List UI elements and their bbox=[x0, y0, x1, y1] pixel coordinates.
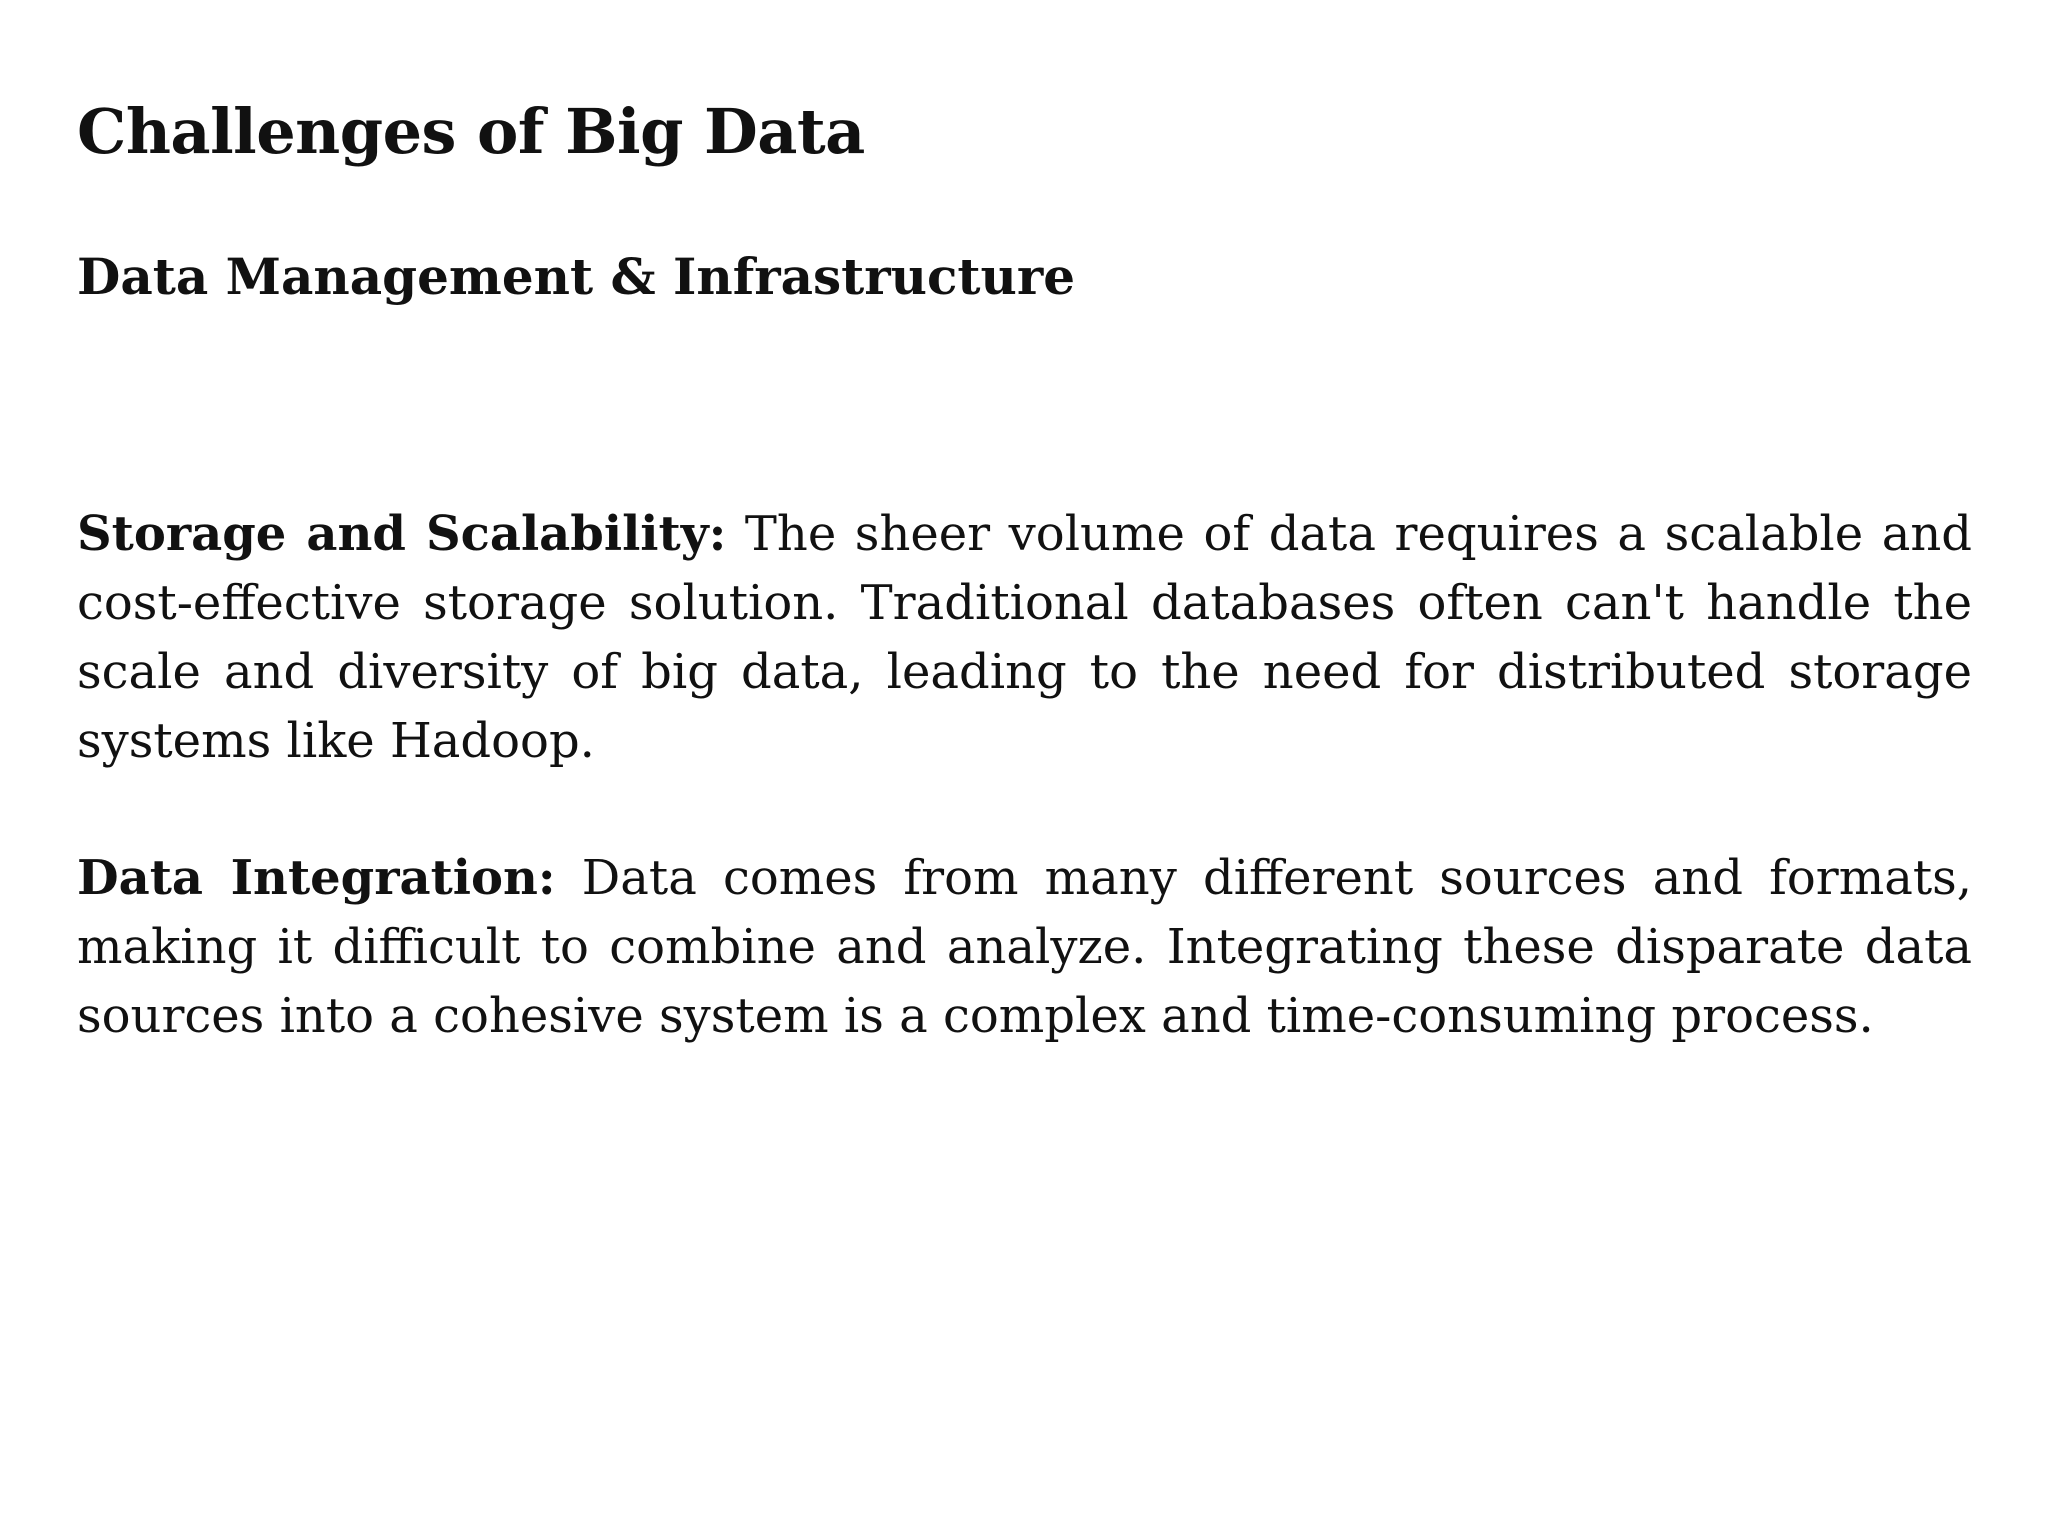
paragraph-lead: Data Integration: bbox=[77, 850, 556, 906]
paragraph-lead: Storage and Scalability: bbox=[77, 506, 727, 562]
paragraph-body: The sheer volume of data requires a scalable and cost-effective storage solution. Traditional databases often can't handle the scale and diversity of big data, leading to the need for distributed storage systems like Hadoop. bbox=[77, 506, 1973, 769]
page-title: Challenges of Big Data bbox=[77, 95, 865, 168]
slide bbox=[77, 0, 1972, 1536]
paragraph-body: Data comes from many different sources and formats, making it difficult to combine and analyze. Integrating these disparate data sources into a cohesive system is a complex and time-consuming process. bbox=[77, 850, 1973, 1044]
section-subtitle: Data Management & Infrastructure bbox=[77, 247, 1076, 306]
paragraph-data-integration bbox=[77, 844, 1972, 1051]
paragraph-storage-scalability bbox=[77, 500, 1972, 776]
